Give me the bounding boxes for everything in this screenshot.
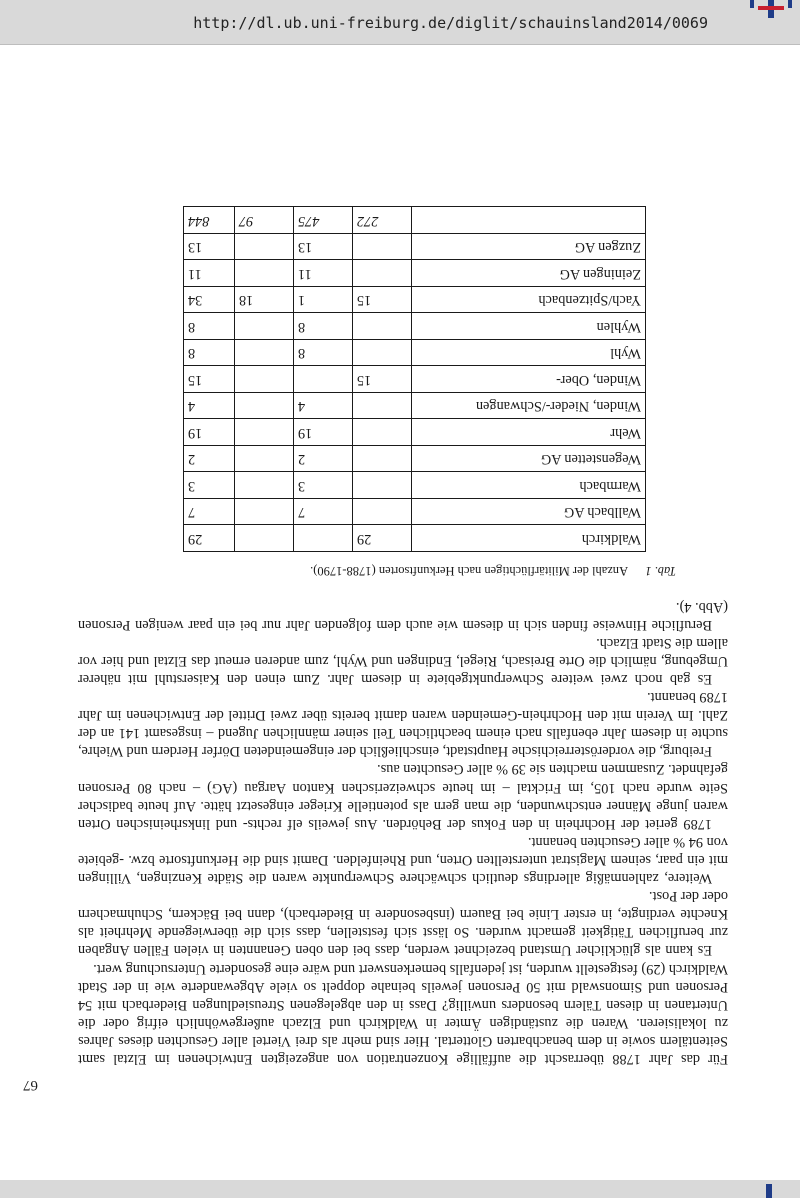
sum-cell: 13 — [184, 234, 235, 261]
total-sum-cell: 844 — [184, 207, 235, 234]
count-1789-cell: 3 — [294, 472, 353, 499]
count-1788-cell — [353, 313, 412, 340]
total-label-cell — [412, 207, 646, 234]
count-1789-cell: 8 — [294, 340, 353, 367]
table-row — [184, 419, 646, 446]
count-1790-cell — [235, 366, 294, 393]
count-1790-cell — [235, 472, 294, 499]
total-1788-cell: 272 — [353, 207, 412, 234]
place-cell: Warmbach — [412, 472, 646, 499]
count-1789-cell: 13 — [294, 234, 353, 261]
count-1789-cell — [294, 525, 353, 552]
count-1789-cell: 2 — [294, 446, 353, 473]
table-row — [184, 366, 646, 393]
count-1788-cell — [353, 419, 412, 446]
table-row — [184, 472, 646, 499]
table-row — [184, 340, 646, 367]
page-number: 67 — [23, 1077, 38, 1093]
university-logo-bottom — [756, 1180, 786, 1198]
caption-text: Anzahl der Militärflüchtigen nach Herkunftsorten (1788-1790). — [310, 564, 629, 578]
table-row — [184, 499, 646, 526]
total-1790-cell: 97 — [235, 207, 294, 234]
count-1789-cell: 8 — [294, 313, 353, 340]
count-1789-cell: 19 — [294, 419, 353, 446]
count-1790-cell — [235, 525, 294, 552]
place-cell: Zeiningen AG — [412, 260, 646, 287]
sum-cell: 8 — [184, 340, 235, 367]
table-row — [184, 393, 646, 420]
count-1790-cell — [235, 260, 294, 287]
university-logo — [750, 0, 792, 18]
count-1790-cell — [235, 499, 294, 526]
sum-cell: 2 — [184, 446, 235, 473]
count-1788-cell — [353, 446, 412, 473]
count-1790-cell — [235, 393, 294, 420]
place-cell: Wyhlen — [412, 313, 646, 340]
place-cell: Waldkirch — [412, 525, 646, 552]
body-text — [78, 598, 728, 1068]
table-total-row — [184, 207, 646, 234]
sum-cell: 11 — [184, 260, 235, 287]
count-1790-cell: 18 — [235, 287, 294, 314]
place-cell: Winden, Ober- — [412, 366, 646, 393]
paragraph: Weitere, zahlenmäßig allerdings deutlich schwächere Schwerpunkte waren die Städte Kenzingen, Villingen mit ein paar, seinem Magistrat unterstellten Orten, und Rheinfelden. Damit sind die Herkunftsorte bzw. -gebiete von 94 % aller Gesuchten benannt. — [78, 833, 728, 887]
emigrants-table — [183, 207, 646, 553]
count-1790-cell — [235, 419, 294, 446]
place-cell: Wallbach AG — [412, 499, 646, 526]
count-1790-cell — [235, 446, 294, 473]
caption-label: Tab. 1 — [645, 564, 676, 578]
count-1788-cell: 29 — [353, 525, 412, 552]
place-cell: Zuzgen AG — [412, 234, 646, 261]
count-1789-cell: 11 — [294, 260, 353, 287]
count-1790-cell — [235, 340, 294, 367]
place-cell: Yach/Spitzenbach — [412, 287, 646, 314]
table-row — [184, 313, 646, 340]
sum-cell: 19 — [184, 419, 235, 446]
count-1788-cell: 15 — [353, 287, 412, 314]
sum-cell: 34 — [184, 287, 235, 314]
table-row — [184, 446, 646, 473]
sum-cell: 3 — [184, 472, 235, 499]
count-1788-cell: 15 — [353, 366, 412, 393]
place-cell: Winden, Nieder-/Schwangen — [412, 393, 646, 420]
document-url[interactable]: http://dl.ub.uni-freiburg.de/diglit/schauinsland2014/0069 — [193, 14, 708, 32]
count-1788-cell — [353, 340, 412, 367]
count-1788-cell — [353, 472, 412, 499]
sum-cell: 15 — [184, 366, 235, 393]
place-cell: Wehr — [412, 419, 646, 446]
table-caption — [176, 563, 676, 578]
table-row — [184, 260, 646, 287]
paragraph: Es kann als glücklicher Umstand bezeichnet werden, dass bei den oben Genannten in vielen Fällen Angaben zur beruflichen Tätigkeit gemacht wurden. So lässt sich feststellen, dass sich die überwiegende Mehrheit als Knechte verdingte, in erster Linie bei Bauern (insbesondere in Biederbach), dann bei Bäckern, Schuhmachern oder der Post. — [78, 888, 728, 959]
scanned-page — [0, 44, 800, 1180]
viewer-header — [0, 0, 800, 45]
paragraph: Freiburg, die vorderösterreichische Hauptstadt, einschließlich der eingemeindeten Dörfer Herdern und Wiehre, suchte in diesem Jahr ebenfalls nach einem beachtlichen Teil seiner männlichen Jugend – insgesamt 141 an der Zahl. Im Verein mit den Hochrhein-Gemeinden waren damit bereits über zwei Drittel der Entwichenen im Jahr 1789 benannt. — [78, 689, 728, 760]
sum-cell: 8 — [184, 313, 235, 340]
count-1790-cell — [235, 234, 294, 261]
place-cell: Wyhl — [412, 340, 646, 367]
paragraph: 1789 geriet der Hochrhein in den Fokus der Behörden. Aus jeweils elf rechts- und linksrheinischen Orten waren junge Männer entschwunden, die man gern als potentielle Krieger eingesetzt hätte. Auf heute badischer Seite wurde nach 105, im Fricktal – im heute schweizerischen Kanton Aargau (AG) – nach 80 Personen gefahndet. Zusammen machten sie 39 % aller Gesuchten aus. — [78, 761, 728, 832]
table-row — [184, 287, 646, 314]
count-1788-cell — [353, 260, 412, 287]
count-1789-cell: 7 — [294, 499, 353, 526]
sum-cell: 7 — [184, 499, 235, 526]
count-1789-cell: 1 — [294, 287, 353, 314]
viewer-footer — [0, 1180, 800, 1198]
paragraph: Es gab noch zwei weitere Schwerpunktgebiete in diesem Jahr. Zum einen den Kaiserstuhl mit näherer Umgebung, nämlich die Orte Breisach, Riegel, Endingen und Wyhl, zum anderen erneut das Elztal und hier vor allem die Stadt Elzach. — [78, 634, 728, 688]
table-row — [184, 234, 646, 261]
count-1788-cell — [353, 393, 412, 420]
sum-cell: 29 — [184, 525, 235, 552]
paragraph: Für das Jahr 1788 überrascht die auffällige Konzentration von angezeigten Entwichenen im Elztal samt Seitentälern sowie in dem benachbarten Glottertal. Hier sind mehr als drei Viertel aller Gesuchten dieses Jahres zu lokalisieren. Waren die zuständigen Ämter in Waldkirch und Elzach außergewöhnlich eifrig oder die Untertanen in diesen Tälern besonders unwillig? Dass in den abgelegenen Streusiedlungen Biederbach mit 54 Personen und Simonswald mit 50 Personen jeweils beinahe doppelt so viele Abgewanderte wie in der Stadt Waldkirch (29) festgestellt wurden, ist jedenfalls bemerkenswert und wäre eine gesonderte Untersuchung wert. — [78, 960, 728, 1067]
count-1789-cell — [294, 366, 353, 393]
sum-cell: 4 — [184, 393, 235, 420]
table-row — [184, 525, 646, 552]
total-1789-cell: 475 — [294, 207, 353, 234]
count-1788-cell — [353, 234, 412, 261]
count-1789-cell: 4 — [294, 393, 353, 420]
place-cell: Wegenstetten AG — [412, 446, 646, 473]
count-1790-cell — [235, 313, 294, 340]
count-1788-cell — [353, 499, 412, 526]
paragraph: Berufliche Hinweise finden sich in diesem wie auch dem folgenden Jahr nur bei ein paar wenigen Personen (Abb. 4). — [78, 598, 728, 633]
